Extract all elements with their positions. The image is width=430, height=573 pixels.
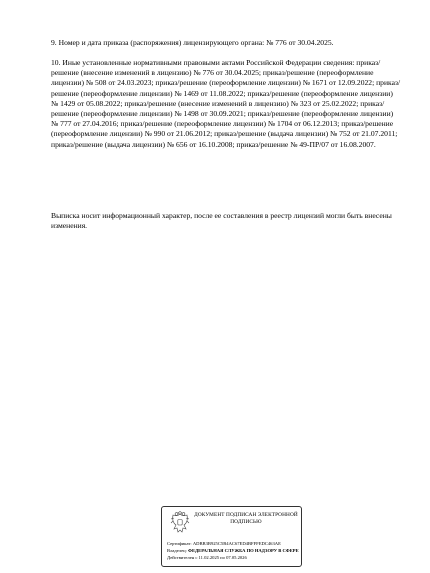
certificate-value: ADBB3B925C5B4AC67ED4BFFFEDC463AE: [192, 541, 281, 546]
certificate-line: [167, 541, 300, 547]
validity-line: Действителен с 11.02.2025 по 07.05.2026: [167, 555, 247, 560]
certificate-label: Сертификат:: [167, 541, 192, 546]
coat-of-arms-emblem-icon: [169, 511, 191, 537]
stamp-title: ДОКУМЕНТ ПОДПИСАН ЭЛЕКТРОННОЙ ПОДПИСЬЮ: [194, 512, 298, 525]
item-9-order-number: 9. Номер и дата приказа (распоряжения) лицензирующего органа: № 776 от 30.04.2025.: [51, 38, 334, 47]
electronic-signature-stamp: [161, 506, 302, 567]
owner-label: Владелец:: [167, 548, 187, 553]
owner-line: [167, 548, 300, 554]
item-10-other-info: 10. Иные установленные нормативными правовыми актами Российской Федерации сведения: приказ/решение (внесение изменений в лицензию) № 776 от 30.04.2025; приказ/решение (переоформление лицензии) № 508 от 24.03.2023; приказ/решение (переоформление лицензии) № 1671 от 12.09.2022; приказ/решение (переоформление лицензии) № 1469 от 11.08.2022; приказ/решение (переоформление лицензии) № 1429 от 05.08.2022; приказ/решение (внесение изменений в лицензию) № 323 от 25.02.2022; приказ/решение (переоформление лицензии) № 1498 от 30.09.2021; приказ/решение (переоформление лицензии) № 777 от 27.04.2016; приказ/решение (переоформление лицензии) № 1704 от 06.12.2013; приказ/решение (переоформление лицензии) № 990 от 21.06.2012; приказ/решение (выдача лицензии) № 752 от 21.07.2011; приказ/решение (выдача лицензии) № 656 от 16.10.2008; приказ/решение № 49-ПР/07 от 16.08.2007.: [51, 58, 401, 149]
disclaimer-note: Выписка носит информационный характер, после ее составления в реестр лицензий могли быть внесены изменения.: [51, 211, 392, 231]
owner-value: ФЕДЕРАЛЬНАЯ СЛУЖБА ПО НАДЗОРУ В СФЕРЕ: [188, 548, 299, 553]
